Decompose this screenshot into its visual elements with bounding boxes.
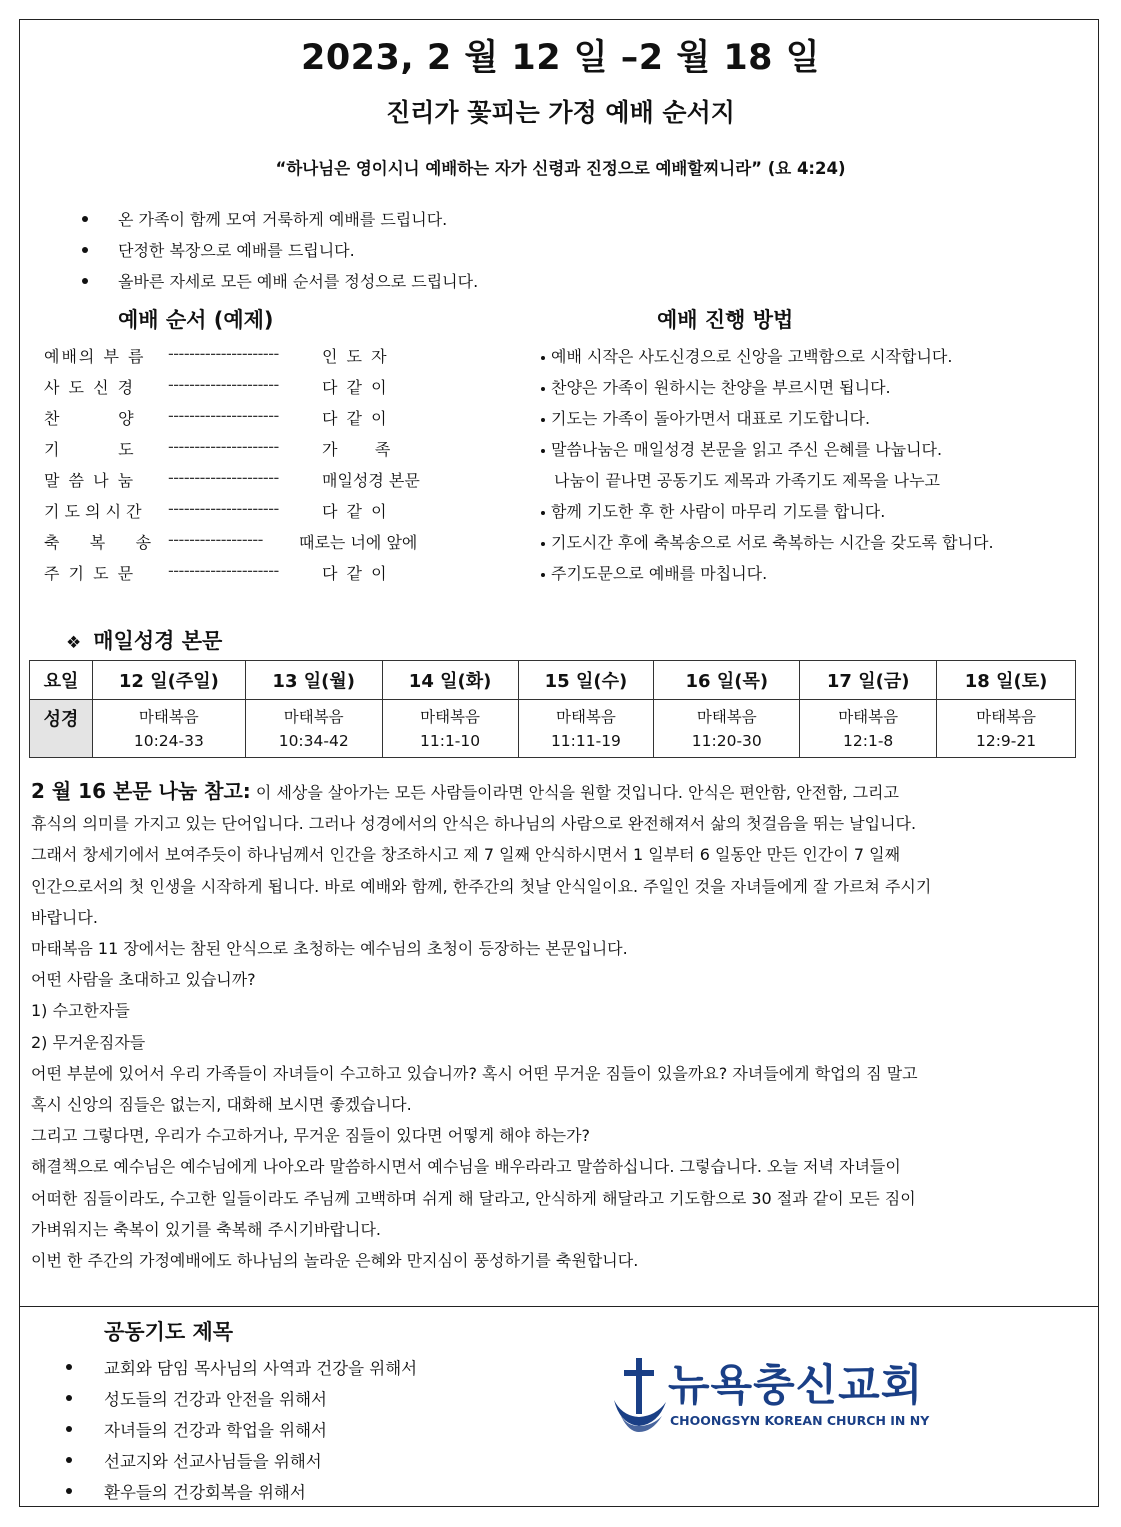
bullet-icon bbox=[82, 278, 88, 284]
list-item: 올바른 자세로 모든 예배 순서를 정성으로 드립니다. bbox=[82, 265, 478, 296]
list-item: 온 가족이 함께 모여 거룩하게 예배를 드립니다. bbox=[82, 203, 478, 234]
order-row: 기 도 의 시 간 --------------------- 다 같 이 bbox=[44, 499, 389, 521]
table-row bbox=[30, 700, 1076, 758]
table-cell: 마태복음 11:1-10 bbox=[382, 700, 518, 758]
bullet-icon bbox=[82, 247, 88, 253]
bullet-icon bbox=[66, 1488, 72, 1494]
list-item: 기도시간 후에 축복송으로 서로 축복하는 시간을 갖도록 합니다. bbox=[541, 526, 1091, 557]
table-cell: 17 일(금) bbox=[800, 661, 937, 700]
bullet-icon bbox=[541, 542, 545, 546]
order-row: 찬 양 --------------------- 다 같 이 bbox=[44, 406, 389, 428]
list-item: 자녀들의 건강과 학업을 위해서 bbox=[66, 1413, 417, 1444]
method-heading: 예배 진행 방법 bbox=[657, 308, 794, 332]
list-item: 성도들의 건강과 안전을 위해서 bbox=[66, 1382, 417, 1413]
table-cell: 마태복음 12:9-21 bbox=[937, 700, 1076, 758]
diamond-bullet-icon: ❖ bbox=[66, 633, 82, 653]
church-logo bbox=[610, 1352, 940, 1438]
table-cell: 마태복음 11:11-19 bbox=[518, 700, 654, 758]
text-line: 어떠한 짐들이라도, 수고한 일들이라도 주님께 고백하며 쉬게 해 달라고, 안식하게 해달라고 기도함으로 30 절과 같이 모든 짐이 bbox=[31, 1188, 916, 1208]
bible-heading: ❖ 매일성경 본문 bbox=[66, 629, 223, 653]
table-cell: 12 일(주일) bbox=[92, 661, 245, 700]
text-line: 해결책으로 예수님은 예수님에게 나아오라 말씀하시면서 예수님을 배우라라고 말씀하십니다. 그렇습니다. 오늘 저녁 자녀들이 bbox=[31, 1157, 901, 1177]
order-row: 사 도 신 경 --------------------- 다 같 이 bbox=[44, 375, 389, 397]
list-item: 기도는 가족이 돌아가면서 대표로 기도합니다. bbox=[541, 402, 1091, 433]
list-item: 나눔이 끝나면 공동기도 제목과 가족기도 제목을 나누고 bbox=[554, 471, 941, 490]
method-list bbox=[541, 340, 1091, 588]
bullet-icon bbox=[541, 449, 545, 453]
church-name: 뉴욕충신교회 bbox=[668, 1361, 924, 1411]
table-cell: 13 일(월) bbox=[245, 661, 382, 700]
list-item: 단정한 복장으로 예배를 드립니다. bbox=[82, 234, 478, 265]
list-item: 주기도문으로 예배를 마칩니다. bbox=[541, 557, 1091, 588]
bullet-icon bbox=[66, 1364, 72, 1370]
list-item: 환우들의 건강회복을 위해서 bbox=[66, 1475, 417, 1506]
page-title: 2023, 2 월 12 일 –2 월 18 일 bbox=[300, 38, 821, 78]
order-row: 기 도 --------------------- 가 족 bbox=[44, 437, 393, 459]
table-cell: 마태복음 10:34-42 bbox=[245, 700, 382, 758]
table-cell: 15 일(수) bbox=[518, 661, 654, 700]
text-line: 인간으로서의 첫 인생을 시작하게 됩니다. 바로 예배와 함께, 한주간의 첫날 안식일이요. 주일인 것을 자녀들에게 잘 가르쳐 주시기 bbox=[31, 876, 932, 896]
order-row: 예배의 부 름 --------------------- 인 도 자 bbox=[44, 344, 389, 366]
prayer-heading: 공동기도 제목 bbox=[104, 1320, 234, 1344]
text-line: 휴식의 의미를 가지고 있는 단어입니다. 그러나 성경에서의 안식은 하나님의 사람으로 완전해져서 삶의 첫걸음을 뛰는 날입니다. bbox=[31, 814, 917, 834]
reflection-lead: 2 월 16 본문 나눔 참고: bbox=[31, 779, 251, 803]
table-cell: 성경 bbox=[30, 700, 93, 758]
reflection-text bbox=[31, 776, 1091, 1276]
list-item: 말씀나눔은 매일성경 본문을 읽고 주신 은혜를 나눕니다. bbox=[541, 433, 1091, 464]
bullet-icon bbox=[66, 1457, 72, 1463]
text-line: 2 월 16 본문 나눔 참고: 이 세상을 살아가는 모든 사람들이라면 안식을 원할 것입니다. 안식은 편안함, 안전함, 그리고 bbox=[31, 779, 899, 803]
bullet-icon bbox=[66, 1395, 72, 1401]
prayer-list bbox=[66, 1351, 417, 1506]
table-cell: 마태복음 12:1-8 bbox=[800, 700, 937, 758]
order-row: 축 복 송 ------------------ 때로는 너에 앞에 bbox=[44, 530, 418, 552]
text-line: 어떤 사람을 초대하고 있습니까? bbox=[31, 970, 256, 990]
bible-schedule-table bbox=[29, 660, 1076, 758]
bullet-icon bbox=[541, 573, 545, 577]
order-list bbox=[44, 340, 444, 588]
text-line: 2) 무거운짐자들 bbox=[31, 1032, 146, 1052]
cross-ship-icon bbox=[610, 1352, 672, 1438]
text-line: 그래서 창세기에서 보여주듯이 하나님께서 인간을 창조하시고 제 7 일째 안식하시면서 1 일부터 6 일동안 만든 인간이 7 일째 bbox=[31, 845, 901, 865]
order-row: 주 기 도 문 --------------------- 다 같 이 bbox=[44, 561, 389, 583]
bullet-icon bbox=[541, 356, 545, 360]
page-subtitle: 진리가 꽃피는 가정 예배 순서지 bbox=[386, 98, 735, 127]
table-cell: 마태복음 11:20-30 bbox=[654, 700, 800, 758]
table-cell: 14 일(화) bbox=[382, 661, 518, 700]
bible-verse: “하나님은 영이시니 예배하는 자가 신령과 진정으로 예배할찌니라” (요 4:24) bbox=[275, 159, 846, 178]
table-cell: 18 일(토) bbox=[937, 661, 1076, 700]
list-item: 선교지와 선교사님들을 위해서 bbox=[66, 1444, 417, 1475]
list-item: 함께 기도한 후 한 사람이 마무리 기도를 합니다. bbox=[541, 495, 1091, 526]
bullet-icon bbox=[541, 511, 545, 515]
church-english-name: CHOONGSYN KOREAN CHURCH IN NY bbox=[670, 1413, 930, 1428]
table-cell: 마태복음 10:24-33 bbox=[92, 700, 245, 758]
text-line: 마태복음 11 장에서는 참된 안식으로 초청하는 예수님의 초청이 등장하는 본문입니다. bbox=[31, 939, 628, 959]
section-divider bbox=[19, 1306, 1099, 1307]
list-item: 예배 시작은 사도신경으로 신앙을 고백함으로 시작합니다. bbox=[541, 340, 1091, 371]
bullet-icon bbox=[541, 418, 545, 422]
list-item: 교회와 담임 목사님의 사역과 건강을 위해서 bbox=[66, 1351, 417, 1382]
text-line: 혹시 신앙의 짐들은 없는지, 대화해 보시면 좋겠습니다. bbox=[31, 1095, 412, 1115]
order-row: 말 씀 나 눔 --------------------- 매일성경 본문 bbox=[44, 468, 420, 490]
table-cell: 요일 bbox=[30, 661, 93, 700]
guideline-list bbox=[82, 203, 478, 296]
text-line: 가벼워지는 축복이 있기를 축복해 주시기바랍니다. bbox=[31, 1219, 382, 1239]
list-item: 찬양은 가족이 원하시는 찬양을 부르시면 됩니다. bbox=[541, 371, 1091, 402]
text-line: 이번 한 주간의 가정예배에도 하나님의 놀라운 은혜와 만지심이 풍성하기를 축원합니다. bbox=[31, 1251, 639, 1271]
table-header-row bbox=[30, 661, 1076, 700]
text-line: 1) 수고한자들 bbox=[31, 1001, 130, 1021]
text-line: 어떤 부분에 있어서 우리 가족들이 자녀들이 수고하고 있습니까? 혹시 어떤 무거운 짐들이 있을까요? 자녀들에게 학업의 짐 말고 bbox=[31, 1063, 918, 1083]
text-line: 바랍니다. bbox=[31, 907, 98, 927]
table-cell: 16 일(목) bbox=[654, 661, 800, 700]
text-line: 그리고 그렇다면, 우리가 수고하거나, 무거운 짐들이 있다면 어떻게 해야 하는가? bbox=[31, 1126, 591, 1146]
order-heading: 예배 순서 (예제) bbox=[118, 308, 274, 332]
bullet-icon bbox=[82, 216, 88, 222]
bullet-icon bbox=[66, 1426, 72, 1432]
bullet-icon bbox=[541, 387, 545, 391]
